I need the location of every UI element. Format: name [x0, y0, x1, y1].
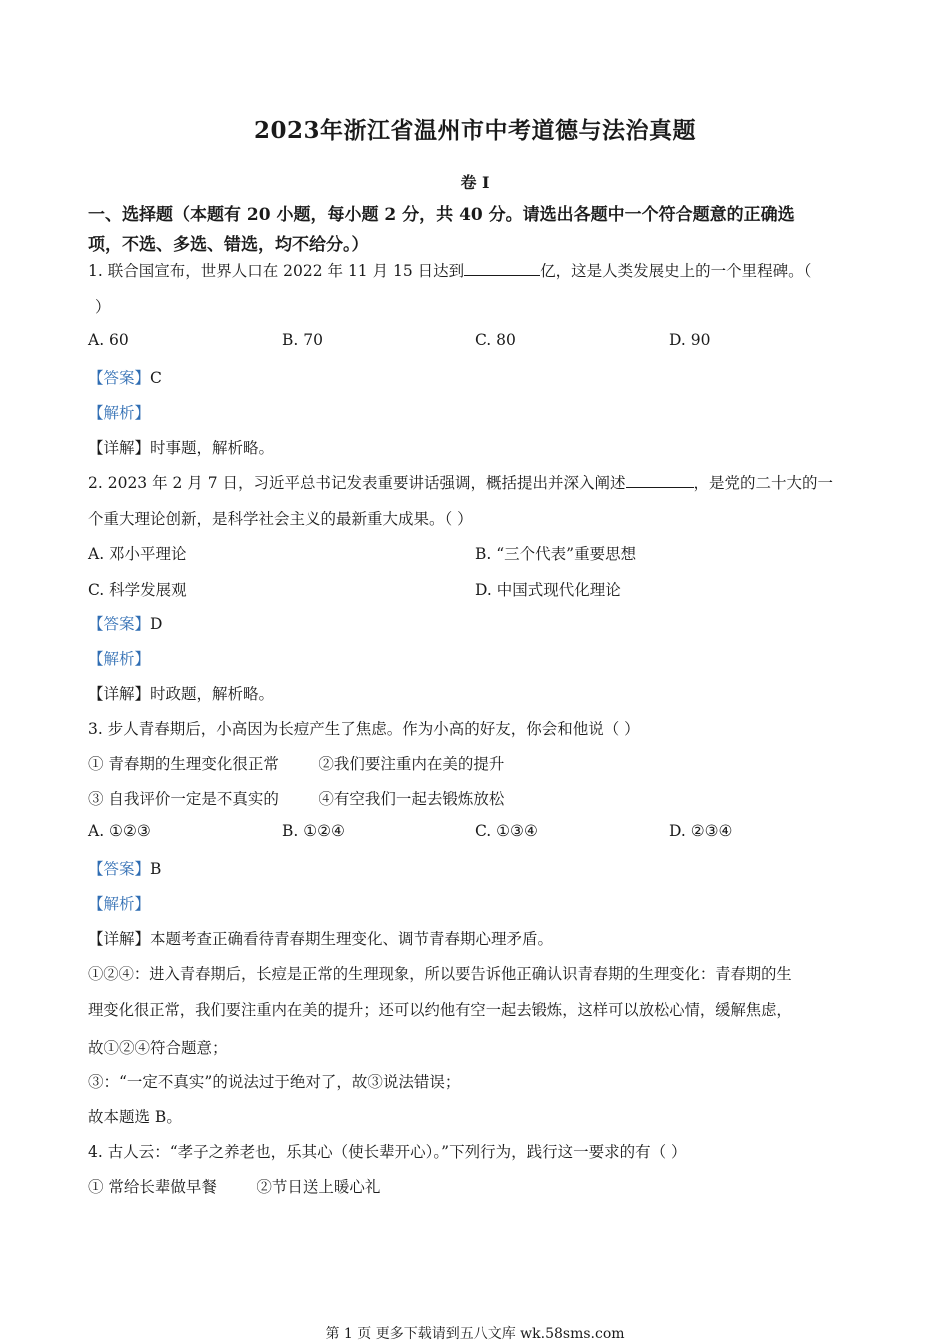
question-3-explanation-line1: ①②④：进入青春期后，长痘是正常的生理现象，所以要告诉他正确认识青春期的生理变化：青春期的生: [88, 965, 792, 983]
question-3-answer: [88, 857, 161, 879]
question-3-option-a: A. ①②③: [88, 822, 151, 840]
question-3-conclusion: 故本题选 B。: [88, 1108, 182, 1126]
question-2-option-a: A. 邓小平理论: [88, 545, 187, 563]
question-1-analysis-tag: 【解析】: [88, 404, 151, 422]
answer-tag: 【答案】: [88, 615, 151, 633]
question-1-option-c: C. 80: [475, 331, 516, 349]
answer-tag: 【答案】: [88, 860, 151, 878]
question-3-option-c: C. ①③④: [475, 822, 538, 840]
question-2-option-d: D. 中国式现代化理论: [475, 581, 621, 599]
fill-blank: [464, 261, 540, 276]
detail-tag: 【详解】: [88, 685, 151, 703]
section-heading-line2: 项，不选、多选、错选，均不给分。）: [88, 235, 369, 255]
detail-text: 时事题，解析略。: [150, 439, 275, 457]
fill-blank: [626, 473, 694, 488]
detail-text: 时政题，解析略。: [150, 685, 275, 703]
question-2-stem-part-b: ，是党的二十大的一: [693, 474, 834, 492]
question-2-detail: [88, 682, 274, 704]
question-1-detail: [88, 436, 274, 458]
question-2-stem: [88, 471, 833, 493]
section-heading-line1: 一、选择题（本题有 20 小题，每小题 2 分，共 40 分。请选出各题中一个符合题意的正确选: [88, 205, 795, 225]
question-3-explanation-line2: 理变化很正常，我们要注重内在美的提升；还可以约他有空一起去锻炼，这样可以放松心情，缓解焦虑，: [88, 1001, 792, 1019]
answer-value: C: [150, 369, 162, 387]
document-title: 2023年浙江省温州市中考道德与法治真题: [253, 117, 696, 144]
question-3-analysis-tag: 【解析】: [88, 895, 151, 913]
question-1-option-b: B. 70: [282, 331, 323, 349]
question-1-stem-part-a: 1. 联合国宣布，世界人口在 2022 年 11 月 15 日达到: [88, 262, 465, 280]
page-footer: 第 1 页 更多下载请到五八文库 wk.58sms.com: [325, 1326, 625, 1342]
question-2-option-b: B. “三个代表”重要思想: [475, 545, 637, 563]
question-2-answer: [88, 612, 162, 634]
question-1-stem-part-b: 亿，这是人类发展史上的一个里程碑。（: [540, 262, 812, 280]
volume-heading: 卷 I: [460, 173, 490, 192]
question-3-explanation-line4: ③：“一定不真实”的说法过于绝对了，故③说法错误；: [88, 1073, 461, 1091]
answer-value: D: [150, 615, 163, 633]
question-1-option-a: A. 60: [88, 331, 129, 349]
question-4-items-line1: ① 常给长辈做早餐 ②节日送上暖心礼: [88, 1178, 381, 1196]
question-1-stem: [88, 259, 811, 281]
question-2-stem-part-a: 2. 2023 年 2 月 7 日，习近平总书记发表重要讲话强调，概括提出并深入阐述: [88, 474, 626, 492]
question-1-stem-end: ）: [95, 298, 111, 316]
question-3-option-d: D. ②③④: [669, 822, 733, 840]
question-2-analysis-tag: 【解析】: [88, 650, 151, 668]
question-2-stem-line2: 个重大理论创新，是科学社会主义的最新重大成果。（ ）: [88, 510, 473, 528]
detail-tag: 【详解】: [88, 439, 151, 457]
question-1-answer: [88, 366, 162, 388]
question-3-stem: 3. 步人青春期后，小高因为长痘产生了焦虑。作为小高的好友，你会和他说（ ）: [88, 720, 640, 738]
question-3-items-line1: ① 青春期的生理变化很正常 ②我们要注重内在美的提升: [88, 755, 505, 773]
detail-tag: 【详解】: [88, 930, 151, 948]
question-3-option-b: B. ①②④: [282, 822, 345, 840]
answer-value: B: [150, 860, 162, 878]
question-3-explanation-line3: 故①②④符合题意；: [88, 1039, 228, 1057]
question-3-detail: [88, 927, 553, 949]
answer-tag: 【答案】: [88, 369, 151, 387]
question-1-option-d: D. 90: [669, 331, 711, 349]
question-3-items-line2: ③ 自我评价一定是不真实的 ④有空我们一起去锻炼放松: [88, 790, 505, 808]
question-2-option-c: C. 科学发展观: [88, 581, 187, 599]
detail-text: 本题考查正确看待青春期生理变化、调节青春期心理矛盾。: [150, 930, 554, 948]
question-4-stem: 4. 古人云：“孝子之养老也，乐其心（使长辈开心）。”下列行为，践行这一要求的有（ ）: [88, 1143, 687, 1161]
